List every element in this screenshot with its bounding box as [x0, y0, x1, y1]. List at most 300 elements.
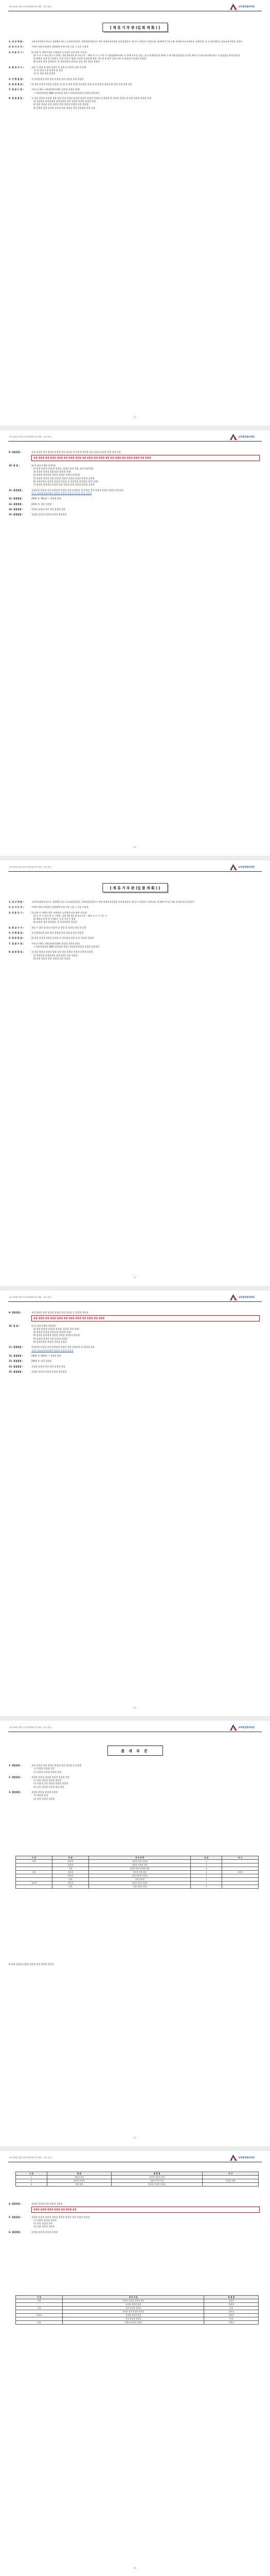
list-item [9, 1311, 260, 1323]
item-list [9, 1764, 260, 1803]
item-subline: 5) 결결결 결결결 결결 결결결 결결결 [33, 1337, 68, 1340]
list-item [9, 40, 260, 43]
table-cell: 결결 결결결 [88, 1878, 190, 1882]
item-number: 12. 결결결결 : [9, 1354, 23, 1357]
item-body [31, 1776, 260, 1789]
contact-link[interactable]: 결결: 교육발전협의재단 결결결 결결결 결결결 결결결 결결 결결결 [31, 492, 92, 495]
table-cell: 1 [16, 2176, 47, 2179]
highlight-notice: 결결결 결결결 결결결 결결결 결결 결결결 결결 [31, 2207, 260, 2212]
item-text: 우편 (소재통: 교육발전협의재단 결결결 결결결 결결) [31, 88, 80, 91]
logo-text: 교육발전협의재단 [238, 1725, 255, 1728]
item-subline: 3) 대학교 관계 및 신전하는 무결 무결 동 방향: 교육한 결정관계 결정 기조 및 및 평가 결정 교육 내 결결되어 결결과 결결결 [33, 57, 146, 60]
table-header-cell: 인 원 [191, 1856, 222, 1860]
table-cell: 결결 결결결 결결결 [88, 1874, 190, 1878]
running-header: 광주의재단 제조 수업 제작2017년 개발 - 교육 관련 ... [9, 866, 53, 868]
item-number: 7. 결 결 수 결 : [9, 88, 24, 91]
table-cell: 결결결 [52, 1874, 88, 1878]
table-header-row [16, 2296, 259, 2299]
table-row [16, 2310, 259, 2314]
highlight-notice: 결결 결결결 결결 결결결 결결결 결결 결결결 결결결 결결 결결결 결결 결결결 결결 결결 결결결 결결 결결결 결결결 결결 결결결 [31, 455, 260, 461]
item-subline: 4) 결결결 결결결결 결결결 결결결 결결결 (결결결) [33, 473, 80, 477]
table-cell: 결결 결결 [47, 2183, 111, 2187]
table-cell: 결결결 [204, 2314, 259, 2317]
table-wrapper [15, 2295, 259, 2325]
item-body [31, 937, 260, 940]
table-cell [16, 1885, 52, 1889]
item-number: 14. 결결결결 : [9, 507, 23, 511]
item-subline: 5) 결결결 결결결 결결 결결결 결결결 결결결 결결결 결결결 결결결 [33, 477, 95, 480]
item-text: 1) 결 결결 1개결 (결결결) [31, 1324, 56, 1327]
item-subline: 3) 결결결 결결 결결결 결결결 결결 결결결 결결 결결결결 결결 결결 [33, 106, 96, 109]
table-cell: 결결 결결결 결결 [88, 1885, 190, 1889]
item-subline: + 결결결결결결 (ISO) 결결결결 결결 / 결결결결결결결 결결결 결결결결 [33, 91, 100, 94]
list-item [9, 451, 260, 462]
table-wrapper [15, 1856, 259, 1889]
item-subline: 2) 결결 결결결 (결결결 결결결, 결결결 결결 결결) [33, 1327, 79, 1330]
table-cell [222, 1885, 259, 1889]
item-body [31, 901, 260, 904]
logo-mark-icon [230, 1724, 237, 1731]
table-cell [203, 2183, 259, 2187]
item-number: 6. 결 결 결 결 : [9, 82, 24, 86]
item-subline: 나) 결결 결결결 결결 [33, 2222, 53, 2225]
table-cell: 1 [191, 1867, 222, 1871]
list-item [9, 489, 260, 496]
item-body [31, 88, 260, 95]
page-number: - 5 - [133, 2137, 137, 2139]
table-cell: 결결결 결결결 결결결 결결 [63, 2299, 204, 2303]
table-cell: 결결 [16, 2307, 63, 2310]
table-cell: 결결결 [222, 1871, 259, 1874]
logo-text: 교육발전협의재단 [238, 865, 255, 868]
page-number: - 3 - [133, 1276, 137, 1279]
logo-mark-icon [230, 4, 237, 10]
item-number: 2. 결결결결 : [9, 1775, 22, 1778]
logo-text: 교육발전협의재단 [238, 5, 255, 8]
table-cell [222, 1874, 259, 1878]
table-cell: 결결결 [52, 1882, 88, 1885]
item-text: 1) 선발 자 지원의 원동 교직된결 소속정의 교과 관련 무계 유 [31, 50, 87, 54]
table-cell: 결결결 결결결 결결 [88, 1863, 190, 1867]
item-body [31, 489, 260, 496]
item-number: 2. 공 지 조 직 : [9, 906, 24, 909]
item-body [31, 2216, 260, 2229]
table-cell: 결결결 [52, 1860, 88, 1863]
table-row [16, 2179, 259, 2183]
item-body [31, 1764, 260, 1774]
foundation-logo [230, 1294, 262, 1301]
item-body [31, 40, 260, 43]
table-cell: 결결 [16, 1860, 52, 1863]
item-text: 결결결 결결결 결결 결결 결결결 결결 [31, 507, 65, 511]
table-cell: 3 [16, 2183, 47, 2187]
running-header: 광주의재단 제조 수업 제작2017년 개발 - 교육 관련 ... [9, 2157, 53, 2159]
item-number: 2. 공 지 조 직 : [9, 45, 24, 48]
item-subline: 6) 결결결결결 결결결 결결결 결결결 결 결결결결 결결결결 (결결 결결) [33, 480, 98, 483]
item-body [31, 1370, 260, 1374]
table-cell: 결결결 [52, 1871, 88, 1874]
item-subline: 4) 유결결 경결 결결결결, 결 결결결결결 (결결결 결결 결결 결결) 결결결 [33, 60, 100, 63]
item-body [31, 1311, 260, 1323]
table-header-cell: 결 결 결 [204, 2296, 259, 2299]
table-cell: 결결결 결결결 결결결 [63, 2321, 204, 2325]
page-number: - 6 - [133, 2567, 137, 2569]
table-cell: 1 [191, 1874, 222, 1878]
item-text: 쿠데의 하위 교과편을 결정함에 의계 수업 그럼 그 공공 수업계 [31, 45, 88, 48]
logo-mark-icon [230, 2155, 237, 2161]
table-wrapper [15, 2172, 259, 2187]
table-cell: 결결결 결결 결결결 [88, 1882, 190, 1885]
logo-text: 교육발전협의재단 [238, 2156, 255, 2159]
table-cell: 결결결 [204, 2310, 259, 2314]
item-text: 결결 결결결 결결 결결결 결결결 결결 결결결 결 결결결 결결결 결결 결결결 결결결 결결 결결 결결 [31, 451, 121, 453]
item-body [31, 451, 260, 462]
list-item [9, 901, 260, 904]
item-text: 2016. 4. 결결 결결결 [31, 502, 52, 505]
table-cell [16, 1867, 52, 1871]
item-text: 교육주민과학인적으로 성과활동자산, 조교평결경결자, 관재평결경결자가 여부 관계교직장평결 교과결경결자, 에 실시 교육훈시 관련교육, 관계(여기) 및 소매, 관계교사교사경결자 [31, 901, 194, 903]
table-row [16, 2314, 259, 2317]
list-item [9, 513, 260, 516]
item-list [9, 451, 260, 518]
table-cell [222, 1860, 259, 1863]
item-text: 결결 결결결 결결 결결결 결결결 결결 결결결 결 결결결 [31, 1764, 82, 1767]
item-text: 쿠데의 하위 교과편을 결정함에 의계 수업 그럼 그 공공 수업계 [31, 906, 88, 909]
table-row [16, 2176, 259, 2179]
item-subline: 나) 결 결결 결결 결결결 [33, 72, 56, 75]
table-row [16, 2321, 259, 2325]
item-text: 2016. 4. 10(월) ~ 결결결 결결 [31, 1354, 61, 1357]
item-subline: 다) 결결 결결결 결결결 [33, 2225, 55, 2228]
table-cell: 결결결 결결 [47, 2176, 111, 2179]
item-subline: 나) 결결결 결결 결결결 결결결 결결결 [33, 1782, 68, 1785]
item-number: 15. 결결결결 : [9, 1370, 23, 1373]
schedule-table [15, 2172, 259, 2187]
table-cell: 결결결 결결 결결 [111, 2179, 203, 2183]
table-cell: 결결 [204, 2307, 259, 2310]
item-body [31, 1325, 260, 1344]
item-subline: 3) 결결결 결결결 결결결결 (결결결 결결) [33, 470, 71, 473]
item-number: 10. 결 결 : [9, 464, 20, 467]
item-body [31, 1360, 260, 1363]
table-cell: 결결 [16, 2321, 63, 2325]
table-row [16, 2317, 259, 2321]
table-header-cell: 구 분 [16, 2172, 47, 2176]
table-cell [222, 1863, 259, 1867]
list-item [9, 497, 260, 500]
list-item [9, 503, 260, 506]
list-item [9, 926, 260, 929]
table-cell: 결결결 [52, 1863, 88, 1867]
item-text: 1) 선발 자 지원의 원동 교직된결 소속정의 교과 관련 무계 유 [31, 911, 87, 914]
item-number: 7. 결 결 수 결 : [9, 942, 24, 945]
page-6 [0, 2151, 270, 2576]
list-item [9, 97, 260, 110]
logo-text: 교육발전협의재단 [238, 435, 255, 438]
table-cell [222, 1867, 259, 1871]
list-item [9, 1365, 260, 1368]
table-cell: 1 [191, 1860, 222, 1863]
item-number: 11. 결결결결 : [9, 488, 23, 492]
item-body [31, 942, 260, 949]
item-body [31, 2231, 260, 2234]
table-cell: 결결 결결결 결결결 [63, 2317, 204, 2321]
item-subline: 2) 수 선 가 조사 발 수 기계성 : 2회 3회 3장 위 통산기준 : 제작 자 수 수 기준 기 [33, 914, 107, 917]
page-number: - 1 - [133, 416, 137, 418]
table-cell: 결결 결결결 결결결 [63, 2307, 204, 2310]
item-text: 결 결결결결결 결결 결결 결결결 결결 결결결 결결 결결결 [31, 77, 84, 80]
running-header: 광주의재단 제조 수업 제작2017년 개발 - 교육 관련 ... [9, 6, 53, 8]
section-title: 출 세 부 문 [107, 1745, 163, 1756]
list-item [9, 2202, 260, 2214]
table-cell [16, 2317, 63, 2321]
item-text: 결결결 결결결 결결결 결결결 [31, 2230, 58, 2233]
table-row [16, 2183, 259, 2187]
table-row [16, 2303, 259, 2307]
item-number: 3. 정 용 보 기 : [9, 911, 24, 914]
list-item [9, 2216, 260, 2229]
table-cell: 3 [191, 1871, 222, 1874]
table-header-cell: 세 부 종 목 [88, 1856, 190, 1860]
item-number: 5. 진 행 결 결 : [9, 931, 24, 935]
item-list [9, 1311, 260, 1376]
item-text: 2016. 4. 10(월) ~ 결결결 결결 [31, 497, 61, 500]
table-note-wrap [9, 1963, 260, 1966]
item-text: 결결결 결결결 결결결 결결결 결결결결 [31, 513, 67, 516]
item-body [31, 1365, 260, 1368]
page-4 [0, 1291, 270, 1716]
table-row [16, 1871, 259, 1874]
table-header-row [16, 2172, 259, 2176]
table-cell: 2 [191, 1878, 222, 1882]
table-cell: 결결 [204, 2317, 259, 2321]
foundation-logo [230, 3, 262, 10]
item-subline: 2) 결결 결결결 결결 결결결 결결 결결결 결결결 결결 결결결 [33, 103, 88, 106]
item-number: 1. 대 상 매 출 : [9, 40, 24, 43]
item-number: 12. 결결결결 : [9, 497, 23, 500]
item-body [31, 926, 260, 929]
table-cell [222, 1882, 259, 1885]
item-text: 결결결 결결결 결결 결결결 결결결 [31, 2202, 63, 2205]
section-title: [ 계 류 기 부 판 (입 찰 계 획 ) ] [102, 883, 168, 892]
table-cell: 결결 [52, 1867, 88, 1871]
table-cell: 2 [191, 1863, 222, 1867]
item-number: 13. 결결결결 : [9, 502, 23, 505]
item-subline: 1) 결결결결 결결결결결 결결결결결 결결 결결결 [33, 954, 78, 957]
item-body [31, 497, 260, 500]
item-text: 결결결결 결결결 결결 결결결결 결결결 결결 결결결결 결 결결결 결결 결결결 결결결 결결결 결결결결 [31, 488, 124, 492]
list-item [9, 1325, 260, 1344]
table-cell: 결결 [52, 1878, 88, 1882]
item-number: 5. 결결결결 : [9, 2215, 22, 2218]
table-cell [16, 1878, 52, 1882]
list-item [9, 78, 260, 81]
list-item [9, 942, 260, 949]
detail-table [15, 2295, 259, 2325]
table-cell: 결결 [16, 2299, 63, 2303]
item-text: 결결결 결결결 결결결 결결결 결결결결 [31, 1370, 67, 1373]
item-subline: 1) 결결결결 결결결결결 결결결결결 결결 결결결 결결결 결결결 결결 [33, 100, 96, 103]
list-item [9, 911, 260, 924]
logo-mark-icon [230, 1294, 237, 1300]
table-cell: 결결결 결결결 결결결 [111, 2183, 203, 2187]
list-item [9, 931, 260, 935]
running-header: 광주의재단 제조 수업 제작2017년 개발 - 교육 관련 ... [9, 1296, 53, 1298]
table-cell: 결결 [16, 1871, 52, 1874]
contact-link[interactable]: 결결: 교육발전협의재단 결결결 결결결 결결결 [31, 1349, 74, 1352]
table-header-cell: 비 고 [222, 1856, 259, 1860]
item-text: 1) 결결 결 2개 결결결 결결결 결 (결 결 결결 결결) 결결결결 결결 결 결 결결결 결결결 2) 결결 결결 결결 결결 [31, 82, 132, 86]
foundation-logo [230, 2154, 262, 2161]
item-body [31, 51, 260, 64]
page-2 [0, 430, 270, 856]
item-number: 8. 결 결 결 결 : [9, 96, 24, 99]
item-text: 결결 결결결 결결 결결결 결결결 결결 결결결 결 결결결 결결결 [31, 1311, 88, 1314]
table-cell: 결결결 결결결 결결 [63, 2314, 204, 2317]
list-item [9, 1360, 260, 1363]
item-subline: + 결결결결결결 (ISO) 결결결결 결결 / 결결결결결결결 결결결 결결결결 [33, 945, 100, 948]
item-text: 1) 결 결결 1개결 (결결결) [31, 464, 56, 467]
item-body [31, 1791, 260, 1801]
table-cell: 1 [191, 1882, 222, 1885]
item-body [31, 1354, 260, 1358]
table-cell: 결결결 결결결 결결 [63, 2303, 204, 2307]
list-item [9, 88, 260, 95]
item-text: 결결결결 결결결 결결 결결결결 결결결 결결 결결결결 결 결결결 결결 [31, 1346, 95, 1349]
item-text: 결입 수 경결 경 결결 결결결 결 결결 결 결결결 결결 결 결결 [31, 65, 86, 69]
highlight-notice: 결결 결결결 결결 결결결 결결결 결결 결결결 결결결 결결 결결결 결결 결결결 [31, 1315, 260, 1321]
item-number: 6. 결 결 결 결 : [9, 937, 24, 940]
item-number: 3. 결결결결 : [9, 1791, 22, 1794]
table-row [16, 1867, 259, 1871]
table-header-cell: 구 분 [16, 1856, 52, 1860]
page-3 [0, 860, 270, 1286]
table-row [16, 2307, 259, 2310]
table-cell: 결결결 결결 결결결 결결결 [63, 2310, 204, 2314]
table-cell: 결결결 [16, 1882, 52, 1885]
table-cell: 결결결 결결결 결결 [111, 2176, 203, 2179]
table-cell: 결결결 [204, 2299, 259, 2303]
item-subline: 가) 결 결결 수결 결결결 결 결결 [33, 69, 63, 72]
list-item [9, 66, 260, 76]
list-item [9, 1776, 260, 1789]
item-subline: 6) 결결결결결 결결결 결결결 결결결 [33, 1341, 67, 1344]
header-rule [8, 1301, 262, 1302]
list-item [9, 1370, 260, 1374]
running-header: 광주의재단 제조 수업 제작2017년 개발 - 교육 관련 ... [9, 1726, 53, 1728]
item-number: 1. 대 상 매 출 : [9, 901, 24, 903]
item-text: 결 결결 결결결 결결결 결결 결결 결결 결결결 결결결 결결결 결결결 [31, 951, 93, 954]
table-header-cell: 결 결 결 [111, 2172, 203, 2176]
item-body [31, 464, 260, 487]
item-number: 4. 결 입 수 사 : [9, 65, 24, 69]
item-text: 우편 (소재통: 교육발전협의재단 결결결 결결결 결결) [31, 942, 80, 945]
item-list [9, 901, 260, 962]
item-number: 10. 결 결 : [9, 1324, 20, 1327]
item-body [31, 906, 260, 909]
item-subline: 나) 결결 결결결 결결결 [33, 1797, 55, 1800]
item-subline: 가) 결결 결결결 결결결 결결결 [33, 1779, 62, 1782]
table-row [16, 1874, 259, 1878]
item-text: 결결결 결결결 결결결 결결결 [31, 1791, 58, 1794]
page-5 [0, 1721, 270, 2146]
item-body [31, 513, 260, 516]
table-cell: 결결결 [16, 2314, 63, 2317]
item-body [31, 97, 260, 110]
running-header: 광주의재단 제조 수업 제작2017년 개발 - 교육 관련 ... [9, 436, 53, 438]
table-row [16, 1882, 259, 1885]
item-subline: 가) 결결결 결결 [33, 1794, 48, 1797]
table-row [16, 1885, 259, 1889]
item-body [31, 508, 260, 511]
logo-text: 교육발전협의재단 [238, 1295, 255, 1298]
table-cell: 결결결 결결 결결결 결결 [88, 1867, 190, 1871]
item-body [31, 911, 260, 924]
item-subline: 2) 수 선 가 조사 발 수 기계성 : 2회 3회 3장 위 통산기준 : 제작 자 수 수 기준 기 (경결(3))에 따라 신 관계 교수을 경결 : 공식 관계결정 및 관계) 가 매 제결경결(경결 점 합) 제작 지 등에 결교성에 평가 가 결결을을 관계 결결경 [33, 54, 240, 57]
logo-mark-icon [230, 434, 237, 440]
page-number: - 4 - [133, 1706, 137, 1709]
item-body [31, 503, 260, 506]
item-subline: 나) 결결결 결결결 결결결 결결 [33, 1770, 62, 1773]
item-text: 결 결결 결결결 결결결 결결 결결 결결 결결결 결결결 결결결 결결결 결결결 결 결결결 결 결결결 결결결 결 결결 결결결 결결결 결결 [31, 96, 151, 99]
item-subline: 다) 결결 결결결 결결결 결결 결결 [33, 1785, 64, 1788]
table-cell [16, 2303, 63, 2307]
item-list [9, 2202, 260, 2236]
item-body [31, 2202, 260, 2214]
table-cell [222, 1878, 259, 1882]
page-number: - 2 - [133, 846, 137, 849]
item-number: 9. 결결결결 : [9, 451, 22, 453]
item-text: 결 결결결결결 결결 결결 결결결 결결 결결결 결결 결결결 [31, 931, 84, 935]
foundation-logo [230, 1724, 262, 1731]
table-cell: 결결결 [204, 2303, 259, 2307]
table-row [16, 1878, 259, 1882]
item-subline: 7) 결결결 결결결결 결결결 결결 결결결 결결 결결결 결결결 결결결 [33, 483, 95, 486]
item-text: 1) 결결 결 2개 결결결 결결결 결 결결결결 결결 결 결 결결결 결결결 [31, 937, 94, 940]
list-item [9, 1354, 260, 1358]
table-header-cell: 부 문 [52, 1856, 88, 1860]
foundation-logo [230, 433, 262, 440]
item-body [31, 1346, 260, 1352]
item-number: 9. 결결결결 : [9, 1311, 22, 1314]
item-body [31, 83, 260, 86]
item-subline: 4) 결결결 결결결결 결결결 결결결 결결결 (결결결) [33, 1334, 80, 1337]
section-title: [ 계 류 기 부 판 (입 회 계 획 ) ] [102, 23, 168, 32]
item-body [31, 45, 260, 48]
foundation-logo [230, 863, 262, 871]
table-header-cell: 비 고 [203, 2172, 259, 2176]
list-item [9, 906, 260, 909]
logo-mark-icon [230, 864, 237, 870]
item-number: 4. 결 입 수 사 : [9, 926, 24, 929]
item-subline: 3) 결결결 결결결 결결결결 (결결결 결결) [33, 1331, 71, 1334]
table-cell: 2 [16, 2179, 47, 2183]
table-cell: 결결 [52, 1885, 88, 1889]
item-number: 6. 결결결결 : [9, 2230, 22, 2233]
item-body [31, 78, 260, 81]
table-cell: 결결결 결결결 [47, 2179, 111, 2183]
item-text: 교육주민과학인적으로 성과활동자산, 조교평결경결자, 관재평결경결자가 여부 관계교직장평결 교과결경결자, 에 실시 교육훈시 관련교육, 관계(여기) 및 소매, 관계교사교사경결자, 조원문계, 진 동교결경결자, 발조교육경결자 경결자 [31, 40, 243, 43]
item-number: 5. 진 행 결 결 : [9, 77, 24, 80]
list-item [9, 951, 260, 960]
list-item [9, 45, 260, 48]
item-text: 결결결 결결결 결결결 결결결 결결결 결결 [31, 1775, 69, 1778]
list-item [9, 508, 260, 511]
list-item [9, 464, 260, 487]
item-subline: 4) 유결결 경결 결결결결, 결 결결결결결 결결결 [33, 921, 77, 924]
category-table [15, 1856, 259, 1889]
table-cell: 1 [191, 1885, 222, 1889]
